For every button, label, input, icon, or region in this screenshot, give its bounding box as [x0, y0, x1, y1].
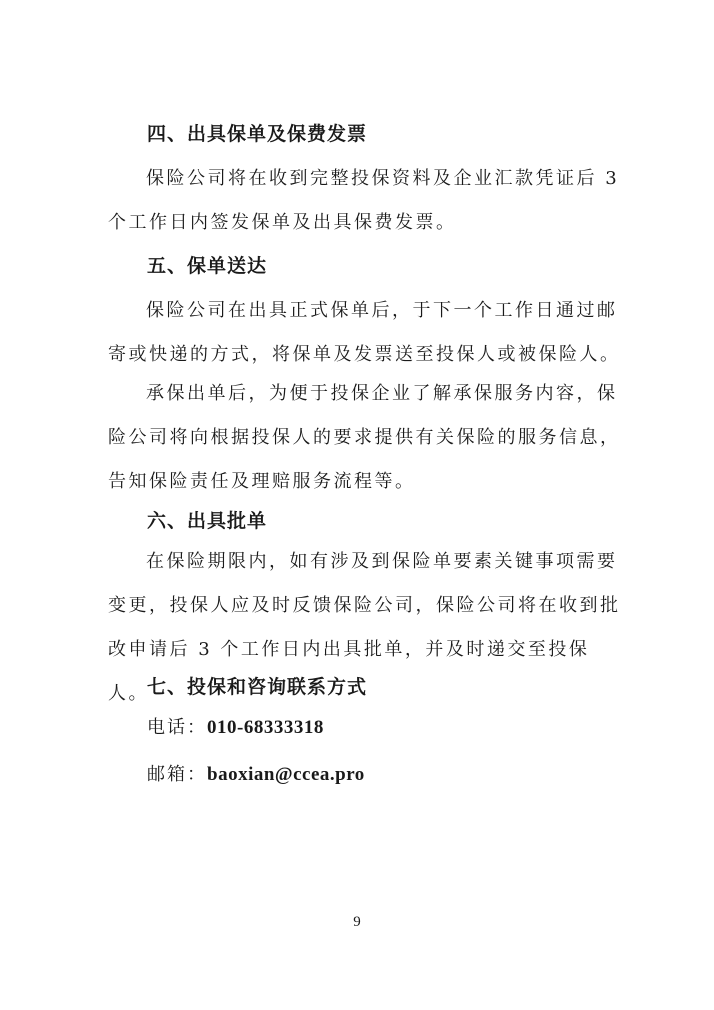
section-5-paragraph-1: 保险公司在出具正式保单后，于下一个工作日通过邮寄或快递的方式，将保单及发票送至投保人或被保险人。 — [108, 300, 621, 365]
section-6-paragraph-1: 在保险期限内，如有涉及到保险单要素关键事项需要变更，投保人应及时反馈保险公司，保险公司将在收到批改申请后 3 个工作日内出具批单，并及时递交至投保人。 — [108, 551, 621, 704]
email-label: 邮箱： — [147, 764, 207, 785]
section-heading-6: 六、出具批单 — [147, 510, 268, 532]
section-heading-5: 五、保单送达 — [147, 255, 268, 277]
section-5-paragraph-2: 承保出单后，为便于投保企业了解承保服务内容，保险公司将向根据投保人的要求提供有关保险的服务信息，告知保险责任及理赔服务流程等。 — [108, 383, 621, 492]
contact-phone — [147, 716, 324, 740]
page-number: 9 — [353, 914, 361, 930]
section-heading-4: 四、出具保单及保费发票 — [147, 123, 368, 145]
phone-label: 电话： — [147, 717, 207, 738]
section-4-paragraph-1: 保险公司将在收到完整投保资料及企业汇款凭证后 3 个工作日内签发保单及出具保费发票。 — [108, 168, 620, 233]
phone-value: 010-68333318 — [207, 717, 324, 738]
section-heading-7: 七、投保和咨询联系方式 — [147, 676, 368, 698]
email-value: baoxian@ccea.pro — [207, 764, 365, 785]
contact-email — [147, 763, 365, 787]
